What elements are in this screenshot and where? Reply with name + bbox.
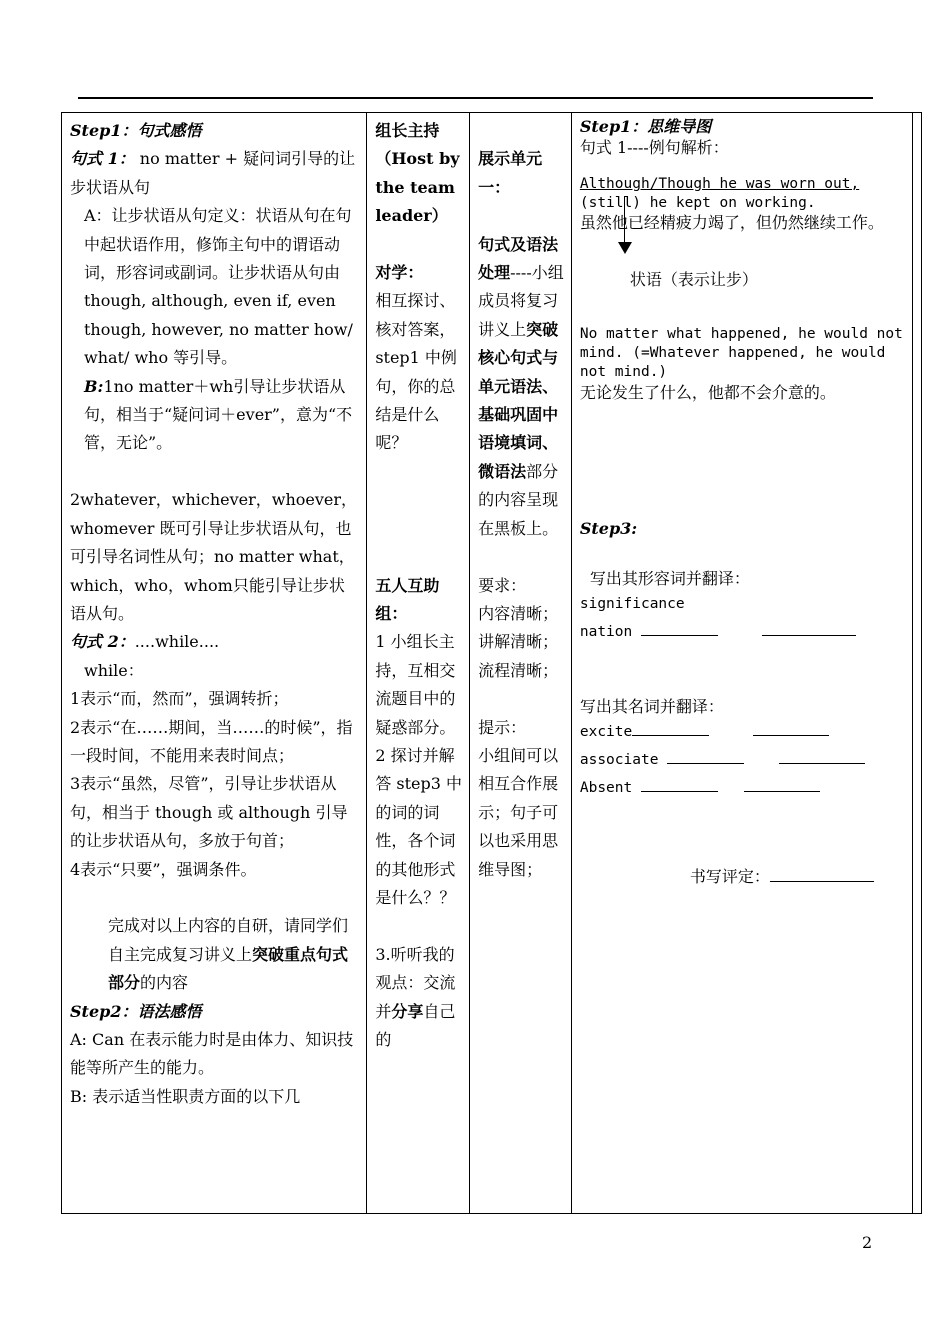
word-excite: excite xyxy=(579,724,633,740)
page-number: 2 xyxy=(862,1233,873,1252)
group-item-3-post: 自己的 xyxy=(375,1001,456,1049)
group-item-3-pre: 3.听听我的观点：交流并 xyxy=(375,944,456,1021)
grammar-text-1: ----小组成员将复习讲义上 xyxy=(478,263,564,339)
grammar-focus: 突破核心句式与单元语法、基础巩固中语境填词、微语法 xyxy=(478,319,559,481)
grammar-title: 句式及语法处理 xyxy=(478,234,559,283)
while-label: while： xyxy=(84,660,144,680)
group-title: 五人互助组： xyxy=(375,575,440,623)
while-usage-2: 2表示“在……期间，当……的时候”，指一段时间，不能用来表时间点； xyxy=(70,717,353,765)
finish-text-post: 的内容 xyxy=(140,973,189,993)
requirement-3: 流程清晰； xyxy=(478,660,559,680)
word-associate: associate xyxy=(579,752,659,768)
can-usage-b: B: 表示适当性职责方面的以下几 xyxy=(70,1086,301,1106)
pattern-analysis-label: 句式 1----例句解析： xyxy=(579,138,729,157)
definition-a: A：让步状语从句定义：状语从句在句中起状语作用，修饰主句中的谓语动词，形容词或副词。让步状语从句由 though, although, even if, even though, however, no matter how/ what/ who 等引导。 xyxy=(84,206,353,368)
definition-b2: 2whatever，whichever，whoever，whomever 既可引导让步状语从句，也可引导名词性从句；no matter what，which，who，whom只能引导让步状语从句。 xyxy=(70,490,358,623)
answer-blank[interactable] xyxy=(779,762,865,764)
while-usage-3: 3表示“虽然，尽管”，引导让步状语从句，相当于 though 或 although 引导的让步状语从句，多放于句首； xyxy=(70,774,348,851)
header-rule xyxy=(78,97,873,99)
writing-rating-label: 书写评定： xyxy=(689,867,770,886)
definition-b: 1no matter＋wh引导让步状语从句，相当于“疑问词＋ever”，意为“不管，无论”。 xyxy=(84,376,353,453)
word-significance: significance xyxy=(579,596,685,612)
tips-title: 提示： xyxy=(478,717,527,737)
no-matter-example: No matter what happened, he would not mind. (=Whatever happened, he would not mind.) xyxy=(579,326,903,380)
word-nation: nation xyxy=(579,624,633,640)
pattern2-text: ....while.... xyxy=(134,632,220,652)
answer-blank[interactable] xyxy=(632,734,709,736)
answer-blank[interactable] xyxy=(641,634,718,636)
column-group-work xyxy=(367,113,470,1214)
step2-title: Step2：语法感悟 xyxy=(70,1001,202,1021)
pair-study-title: 对学： xyxy=(375,263,424,283)
answer-blank[interactable] xyxy=(667,762,744,764)
while-usage-4: 4表示“只要”，强调条件。 xyxy=(70,859,257,879)
while-usage-1: 1表示“而，然而”，强调转折； xyxy=(70,689,289,709)
pattern1-text: no matter + 疑问词引导的让步状语从句 xyxy=(70,149,356,197)
column-presentation xyxy=(470,113,572,1214)
step1-title: Step1：句式感悟 xyxy=(70,121,202,140)
requirement-2: 讲解清晰； xyxy=(478,632,559,652)
answer-blank[interactable] xyxy=(762,634,856,636)
rating-blank[interactable] xyxy=(770,880,874,882)
presentation-title: 展示单元一： xyxy=(478,149,543,197)
mind-map-arrow-line xyxy=(624,196,625,242)
pattern2-label: 句式 2： xyxy=(70,632,135,652)
definition-b-label: B: xyxy=(84,376,104,396)
adjective-task: 写出其形容词并翻译： xyxy=(589,569,750,588)
lesson-table xyxy=(61,112,922,1214)
answer-blank[interactable] xyxy=(753,734,829,736)
step3-title: Step3: xyxy=(579,519,638,538)
column-extra xyxy=(912,113,921,1214)
host-note: 组长主持（Host by the team leader） xyxy=(375,121,460,226)
example-sentence-line2: (still) he kept on working. xyxy=(579,195,816,211)
mind-map-title: Step1：思维导图 xyxy=(579,117,712,136)
noun-task: 写出其名词并翻译： xyxy=(579,697,724,716)
can-usage-a: A: Can 在表示能力时是由体力、知识技能等所产生的能力。 xyxy=(70,1030,354,1078)
group-item-3-bold: 分享 xyxy=(391,1001,424,1021)
group-item-1: 1 小组长主持，互相交流题目中的疑惑部分。 xyxy=(375,632,456,737)
example-sentence-line1: Although/Though he was worn out, xyxy=(579,176,860,192)
example-translation: 虽然他已经精疲力竭了，但仍然继续工作。 xyxy=(579,213,884,232)
pattern1-label: 句式 1： xyxy=(70,149,135,169)
adverbial-label: 状语（表示让步） xyxy=(629,270,758,289)
tips-text: 小组间可以相互合作展示；句子可以也采用思维导图； xyxy=(478,745,559,879)
mind-map-arrow-head-icon xyxy=(618,242,632,254)
column-guided-study xyxy=(62,113,367,1214)
finish-text-pre: 完成对以上内容的自研，请同学们自主完成复习讲义上 xyxy=(108,916,349,964)
no-matter-translation: 无论发生了什么，他都不会介意的。 xyxy=(579,383,836,402)
requirement-1: 内容清晰； xyxy=(478,603,559,623)
finish-text-bold: 突破重点句式部分 xyxy=(108,944,349,993)
answer-blank[interactable] xyxy=(744,790,820,792)
pair-study-text: 相互探讨、核对答案，step1 中例句，你的总结是什么呢？ xyxy=(375,291,457,453)
group-item-2: 2 探讨并解答 step3 中的词的词性，各个词的其他形式是什么？？ xyxy=(375,745,463,907)
column-mind-map xyxy=(571,113,912,1214)
answer-blank[interactable] xyxy=(641,790,718,792)
requirements-title: 要求： xyxy=(478,575,527,595)
word-absent: Absent xyxy=(579,780,633,796)
grammar-text-2: 部分的内容呈现在黑板上。 xyxy=(478,461,559,538)
